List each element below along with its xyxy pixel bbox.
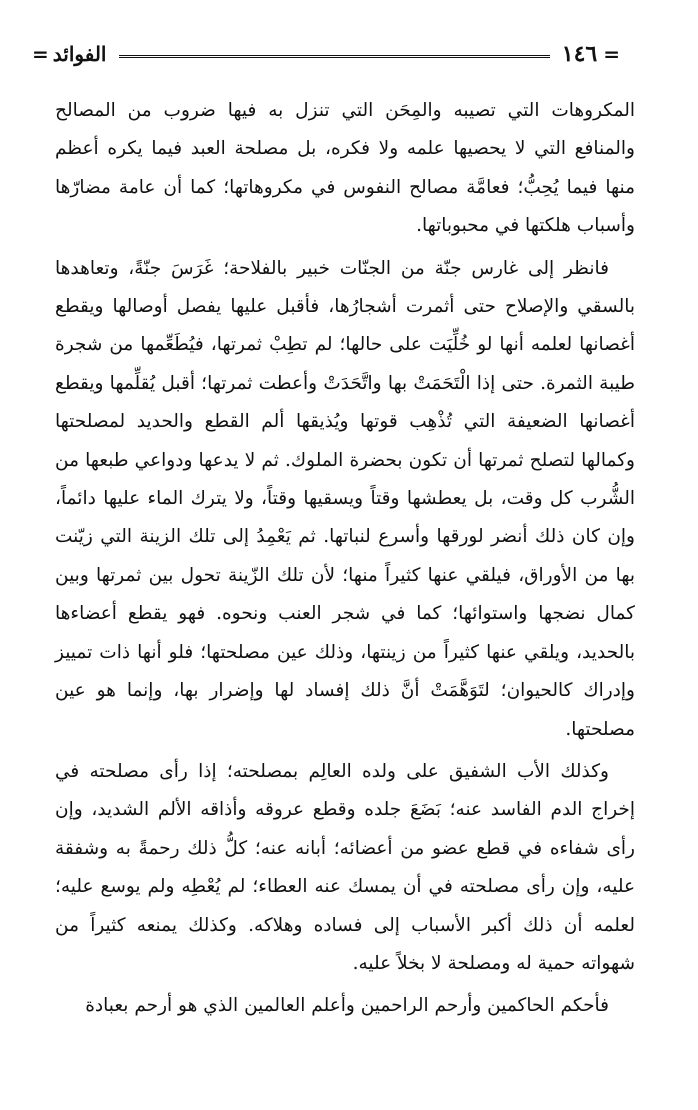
header-dash-left: = xyxy=(32,42,49,66)
book-title-group xyxy=(32,42,107,66)
page-number: ١٤٦ xyxy=(561,41,598,67)
book-title: الفوائد xyxy=(52,42,107,66)
header-rule xyxy=(119,55,550,58)
paragraph-3: وكذلك الأب الشفيق على ولده العالِم بمصلحته؛ إذا رأى مصلحته في إخراج الدم الفاسد عنه؛ بَضَعَ جلده وقطع عروقه وأذاقه الألم الشديد، وإن رأى شفاءه في قطع عضو من أعضائه؛ أبانه عنه؛ كلُّ ذلك رحمةً به وشفقة عليه، وإن رأى مصلحته في أن يمسك عنه العطاء؛ لم يُعْطِه ولم يوسع عليه؛ لعلمه أن ذلك أكبر الأسباب إلى فساده وهلاكه. وكذلك يمنعه كثيراً من شهواته حمية له ومصلحة لا بخلاً عليه. xyxy=(55,760,635,974)
paragraph-4: فأحكم الحاكمين وأرحم الراحمين وأعلم العالمين الذي هو أرحم بعبادة xyxy=(85,995,609,1017)
paragraph-2: فانظر إلى غارس جنّة من الجنّات خبير بالفلاحة؛ غَرَسَ جنّةً، وتعاهدها بالسقي والإصلاح حتى أثمرت أشجارُها، فأقبل عليها يفصل أوصالها ويقطع أغصانها لعلمه أنها لو خُلِّيَت على حالها؛ لم تطِبْ ثمرتها، فيُطَعِّمها من شجرة طيبة الثمرة. حتى إذا الْتَحَمَتْ بها واتَّحَدَتْ وأعطت ثمرتها؛ أقبل يُقلِّمها ويقطع أغصانها الضعيفة التي تُذْهِب قوتها ويُذيقها ألم القطع والحديد لمصلحتها وكمالها لتصلح ثمرتها أن تكون بحضرة الملوك. ثم لا يدعها ودواعي طبعها من الشُّرب كل وقت، بل يعطشها وقتاً ويسقيها وقتاً، ولا يترك الماء عليها دائماً، وإن كان ذلك أنضر لورقها وأسرع لنباتها. ثم يَعْمِدُ إلى تلك الزينة التي زيّنت بها من الأوراق، فيلقي عنها كثيراً منها؛ لأن تلك الزّينة تحول بين ثمرتها وبين كمال نضجها واستوائها؛ كما في شجر العنب ونحوه. فهو يقطع أعضاءها بالحديد، ويلقي عنها كثيراً من زينتها، وذلك عين مصلحتها؛ فلو أنها ذات تمييز وإدراك كالحيوان؛ لتَوَهَّمَتْ أنَّ ذلك إفساد لها وإضرار بها، وإنما هو عين مصلحتها. xyxy=(55,257,635,740)
body-text xyxy=(55,92,635,1026)
header-dash-right: = xyxy=(603,42,620,66)
paragraph-1: المكروهات التي تصيبه والمِحَن التي تنزل به فيها ضروب من المصالح والمنافع التي لا يحصيها علمه ولا فكره، بل مصلحة العبد فيما يكره أعظم منها فيما يُحِبُّ؛ فعامَّة مصالح النفوس في مكروهاتها؛ كما أن عامة مضارّها وأسباب هلكتها في محبوباتها. xyxy=(55,100,635,237)
running-header xyxy=(32,40,620,68)
page-number-group xyxy=(562,41,620,67)
